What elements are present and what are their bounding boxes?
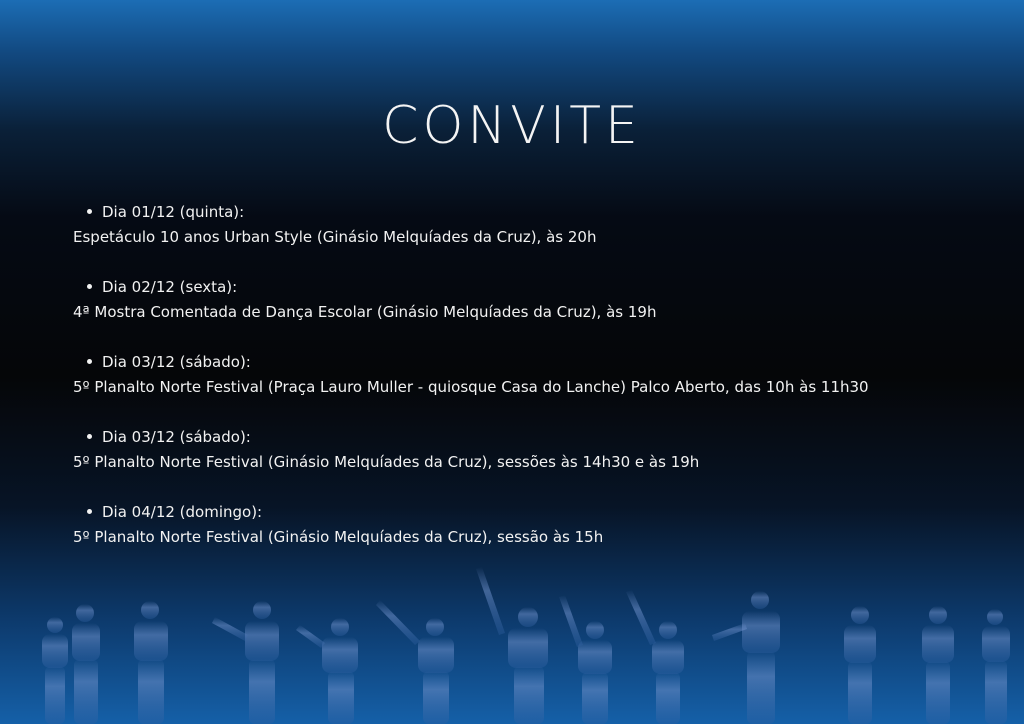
event-list: [73, 200, 993, 575]
event-day: Dia 02/12 (sexta):: [102, 278, 238, 296]
event-detail: 5º Planalto Norte Festival (Praça Lauro Muller - quiosque Casa do Lanche) Palco Aberto, das 10h às 11h30: [73, 378, 869, 396]
page-title: CONVITE: [382, 96, 642, 156]
event-detail: 5º Planalto Norte Festival (Ginásio Melquíades da Cruz), sessão às 15h: [73, 528, 604, 546]
bullet-icon: [87, 284, 92, 289]
bullet-icon: [87, 509, 92, 514]
bullet-icon: [87, 359, 92, 364]
event-detail: Espetáculo 10 anos Urban Style (Ginásio Melquíades da Cruz), às 20h: [73, 228, 597, 246]
event-item: [73, 350, 993, 425]
event-item: [73, 200, 993, 275]
bullet-icon: [87, 209, 92, 214]
event-day: Dia 03/12 (sábado):: [102, 353, 251, 371]
dancers-silhouette-image: [0, 555, 1024, 724]
event-item: [73, 425, 993, 500]
event-day: Dia 03/12 (sábado):: [102, 428, 251, 446]
event-detail: 4ª Mostra Comentada de Dança Escolar (Ginásio Melquíades da Cruz), às 19h: [73, 303, 657, 321]
event-detail: 5º Planalto Norte Festival (Ginásio Melquíades da Cruz), sessões às 14h30 e às 19h: [73, 453, 700, 471]
event-day: Dia 04/12 (domingo):: [102, 503, 263, 521]
dancers-photo: [0, 555, 1024, 724]
event-day: Dia 01/12 (quinta):: [102, 203, 245, 221]
event-item: [73, 275, 993, 350]
bullet-icon: [87, 434, 92, 439]
